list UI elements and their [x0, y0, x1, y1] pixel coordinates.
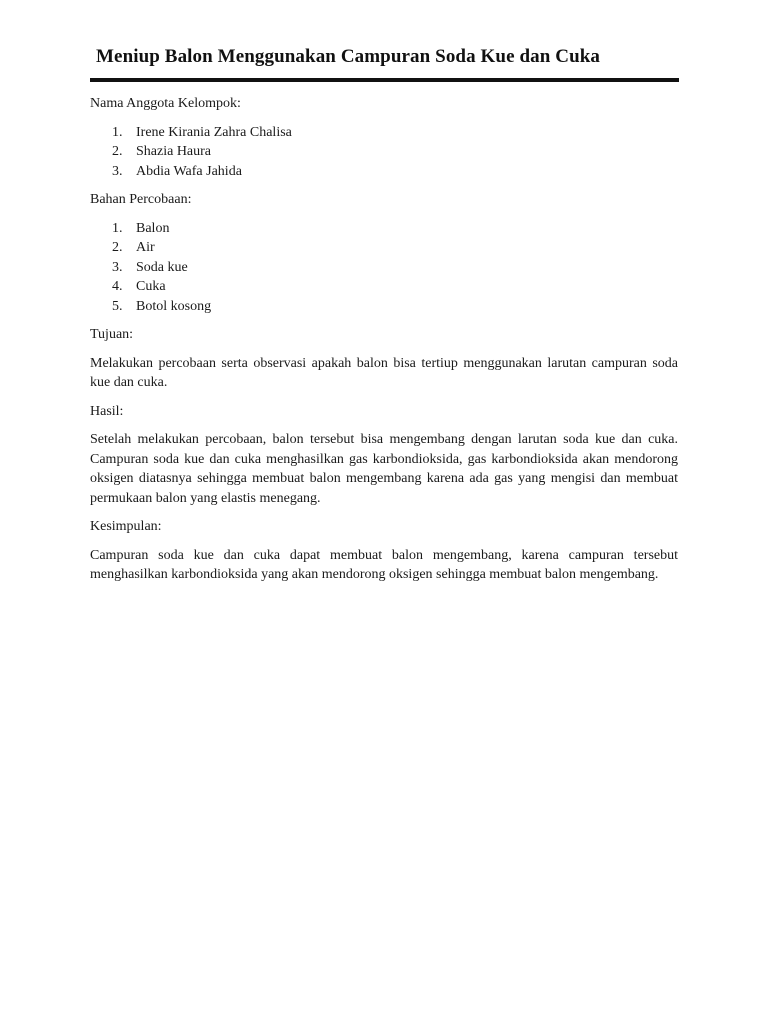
result-label: Hasil:: [90, 403, 124, 419]
members-label: Nama Anggota Kelompok:: [90, 96, 241, 111]
list-item: 1. Irene Kirania Zahra Chalisa: [112, 124, 292, 140]
materials-label: Bahan Percobaan:: [90, 192, 192, 207]
members-list: [90, 123, 678, 182]
member-name: Shazia Haura: [136, 144, 212, 159]
material-name: Balon: [136, 220, 170, 236]
purpose-label: Tujuan:: [90, 327, 134, 342]
material-name: Soda kue: [136, 259, 188, 275]
document-title: Meniup Balon Menggunakan Campuran Soda Kue dan Cuka: [96, 46, 600, 67]
result-text: Setelah melakukan percobaan, balon tersebut bisa mengembang dengan larutan soda kue dan cuka. Campuran soda kue dan cuka menghasilkan gas karbondioksida, gas karbondioksida akan mendorong oksigen diatasnya sehingga membuat balon mengembang karena ada gas yang mengisi dan membuat permukaan balon yang elastis menegang.: [90, 432, 678, 506]
document-body: [90, 94, 678, 594]
conclusion-label: Kesimpulan:: [90, 519, 162, 534]
list-item: 2. Shazia Haura: [112, 144, 212, 159]
list-item: 3. Soda kue: [112, 259, 188, 275]
list-item: 3. Abdia Wafa Jahida: [112, 163, 242, 179]
list-item: 2. Air: [112, 240, 155, 255]
material-name: Air: [136, 240, 155, 255]
purpose-text: Melakukan percobaan serta observasi apakah balon bisa tertiup menggunakan larutan campuran soda kue dan cuka.: [90, 355, 678, 390]
material-name: Cuka: [136, 279, 166, 294]
member-name: Irene Kirania Zahra Chalisa: [136, 124, 292, 140]
member-name: Abdia Wafa Jahida: [136, 163, 242, 179]
list-item: 1. Balon: [112, 220, 170, 236]
title-underline: [90, 78, 679, 82]
materials-list: [90, 219, 678, 317]
list-item: 5. Botol kosong: [112, 298, 212, 314]
material-name: Botol kosong: [136, 298, 212, 314]
conclusion-text: Campuran soda kue dan cuka dapat membuat balon mengembang, karena campuran tersebut menghasilkan karbondioksida yang akan mendorong oksigen sehingga membuat balon mengembang.: [90, 547, 678, 582]
list-item: 4. Cuka: [112, 279, 166, 294]
